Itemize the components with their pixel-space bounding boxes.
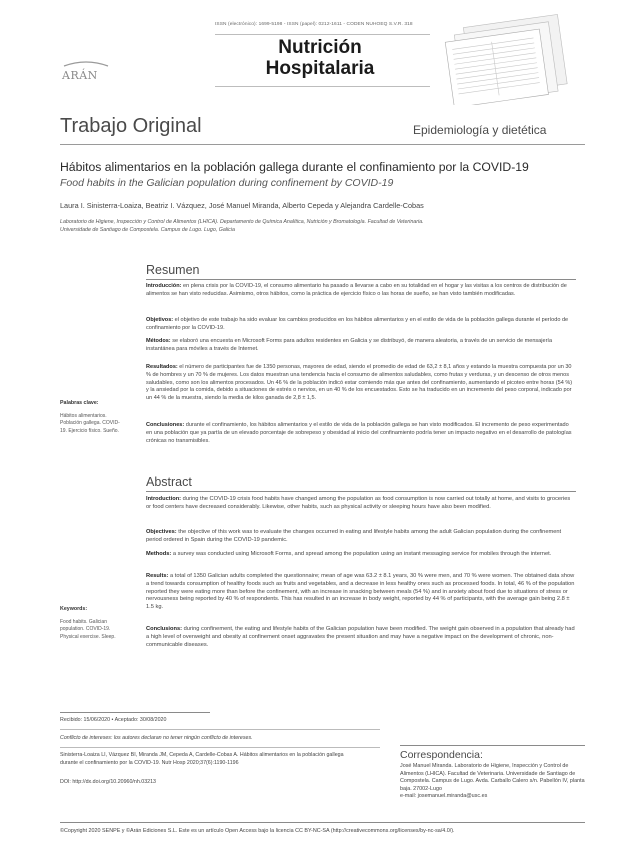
label: Methods:: [146, 551, 172, 557]
journal-title-line1: Nutrición: [278, 37, 362, 58]
label: Conclusions:: [146, 626, 183, 632]
text: en plena crisis por la COVID-19, el consumo alimentario ha pasado a llevarse a cabo en su totalidad en el hogar y las visitas a los centros de distribución de alimentos se han visto reducidas. Asimismo, otros hábitos, como la práctica de ejercicio físico o las horas de sueño, se han visto también modificadas.: [146, 283, 567, 297]
received-accepted-dates: Recibido: 15/06/2020 • Aceptado: 30/08/2020: [60, 717, 167, 723]
abstract-rule: [146, 491, 576, 492]
correspondence-heading: Correspondencia:: [400, 749, 483, 761]
resumen-conclusiones: [146, 422, 576, 445]
article-section: Epidemiología y dietética: [413, 123, 547, 137]
text: the objective of this work was to evaluate the changes occurred in eating and lifestyle habits among the adult Galician population during the confinement period ordered in Spain during the COVID-19 pandemic.: [146, 529, 562, 543]
resumen-objetivos: [146, 317, 576, 333]
article-type: Trabajo Original: [60, 115, 202, 137]
text: durante el confinamiento, los hábitos alimentarios y el estilo de vida de la población gallega se han visto modificados. El incremento de peso experimentado en una población que ya partía de un elevado porcentaje de sobrepeso y obesidad al inicio del confinamiento podría tener un impacto negativo en el desarrollo de patologías crónicas no transmisibles.: [146, 422, 572, 444]
abstract-methods: [146, 551, 576, 559]
journal-cover-stack-icon: [428, 10, 583, 105]
footer-rule-dates: [60, 712, 210, 713]
resumen-heading: Resumen: [146, 263, 200, 277]
affiliation-line1: Laboratorio de Higiene, Inspección y Control de Alimentos (LHICA). Departamento de Química Analítica, Nutrición y Bromatología. Facultad de Veterinaria.: [60, 219, 424, 225]
abstract-conclusions: [146, 626, 576, 649]
abstract-heading: Abstract: [146, 475, 192, 489]
label: Introduction:: [146, 496, 182, 502]
affiliation: [60, 218, 560, 234]
journal-title: [245, 37, 395, 79]
abstract-introduction: [146, 496, 576, 512]
title-spanish: Hábitos alimentarios en la población gallega durante el confinamiento por la COVID-19: [60, 160, 529, 174]
label: Conclusiones:: [146, 422, 185, 428]
correspondence-email: e-mail: josemanuel.miranda@usc.es: [400, 793, 488, 800]
palabras-clave-label: Palabras clave:: [60, 400, 99, 406]
resumen-rule: [146, 279, 576, 280]
label: Métodos:: [146, 338, 171, 344]
label: Objectives:: [146, 529, 177, 535]
affiliation-line2: Universidade de Santiago de Compostela. Campus de Lugo. Lugo, Galicia: [60, 227, 235, 233]
abstract-objectives: [146, 529, 576, 545]
correspondence-text: [400, 763, 585, 801]
footer-rule-citation: [60, 747, 380, 748]
label: Introducción:: [146, 283, 182, 289]
text: a survey was conducted using Microsoft Forms, and spread among the population using an instant messaging service for mobiles through the internet.: [171, 551, 552, 557]
resumen-introduccion: [146, 283, 576, 299]
issn-line: ISSN (electrónico): 1699-5198 - ISSN (papel): 0212-1611 - CODEN NUHOEQ S.V.R. 318: [215, 22, 413, 27]
label: Objetivos:: [146, 317, 174, 323]
title-english: Food habits in the Galician population during confinement by COVID-19: [60, 177, 394, 189]
text: a total of 1350 Galician adults completed the questionnaire; mean of age was 63.2 ± 8.1 years, 30 % were men, and 70 % were women. The obtained data show a trend towards consumption of healthy foods such as fruits and vegetables, and a decrease in less healthy ones such as processed foods. In total, 46 % of the population reported they were eating more than before the confinement, with an increase in snacking between meals (54 %) and in anxiety about food due to situations of stress or nervousness being reported by 40 % of respondents. This has resulted in an increase in body weight, reported by 44 % of participants, with the average gain being 2.8 ± 1.5 kg.: [146, 573, 575, 611]
citation: Sinisterra-Loaiza LI, Vázquez BI, Miranda JM, Cepeda A, Cardelle-Cobas A. Hábitos alimentarios en la población gallega durante el confinamiento por la COVID-19. Nutr Hosp 2020;37(6):1190-1196: [60, 752, 344, 766]
text: el objetivo de este trabajo ha sido evaluar los cambios producidos en los hábitos alimentarios y en el estilo de vida de la población gallega durante el período de confinamiento por la COVID-19.: [146, 317, 569, 331]
palabras-clave: Hábitos alimentarios. Población gallega. COVID-19. Ejercicio físico. Sueño.: [60, 413, 120, 434]
publisher-logo-text: ARÁN: [62, 69, 98, 82]
publisher-logo: [62, 60, 110, 84]
authors: Laura I. Sinisterra-Loaiza, Beatriz I. Vázquez, José Manuel Miranda, Alberto Cepeda y Alejandra Cardelle-Cobas: [60, 201, 424, 210]
text: during the COVID-19 crisis food habits have changed among the population as food consumption is now carried out totally at home, and visits to groceries or food centers have decreased considerably. Likewise, other habits, such as physical activity or sleeping hours have also been modified.: [146, 496, 571, 510]
label: Resultados:: [146, 364, 178, 370]
header-rule-bottom: [215, 86, 430, 87]
label: Results:: [146, 573, 169, 579]
title-rule: [60, 144, 585, 145]
text: el número de participantes fue de 1350 personas, mayores de edad, siendo el promedio de edad de 63,2 ± 8,1 años y estando la muestra compuesta por un 30 % de hombres y un 70 % de mujeres. Los datos muestran una tendencia hacia el consumo de alimentos saludables, como frutas y verduras, y un descenso de otros menos saludables, como son los alimentos procesados. Un 46 % de la población indicó estar comiendo más que antes del confinamiento, aumentando el picoteo entre horas (54 %) y la ansiedad por la comida, debido a situaciones de estrés o nervios, en un 40 % de los encuestados. Esto se ha traducido en un incremento del peso corporal, indicado por un 44 % de la muestra, siendo la media de kilos ganada de 2,8 ± 1,5.: [146, 364, 573, 402]
keywords-label: Keywords:: [60, 606, 88, 612]
correspondence-address: José Manuel Miranda. Laboratorio de Higiene, Inspección y Control de Alimentos (LHICA). Facultad de Veterinaria. Universidade de Santiago de Compostela. Campus de Lugo. Avda. Carballo Calero s/n. Pabellón IV, planta baja. 27002-Lugo: [400, 763, 585, 792]
journal-title-line2: Hospitalaria: [265, 58, 375, 79]
footer-rule-conflict: [60, 729, 380, 730]
copyright: ©Copyright 2020 SENPE y ©Arán Ediciones S.L. Este es un artículo Open Access bajo la licencia CC BY-NC-SA (http://creativecommons.org/licenses/by-nc-sa/4.0/).: [60, 828, 455, 834]
text: se elaboró una encuesta en Microsoft Forms para adultos residentes en Galicia y se distribuyó, de manera aleatoria, a través de un servicio de mensajería instantánea para móviles a través de Internet.: [146, 338, 553, 352]
text: during confinement, the eating and lifestyle habits of the Galician population have been modified. The weight gain observed in a population that already had a high level of overweight and obesity at confinement onset aggravates the present situation and may have a negative impact on the development of chronic, non-communicable diseases.: [146, 626, 575, 648]
abstract-results: [146, 573, 576, 612]
doi: DOI: http://dx.doi.org/10.20960/nh.03213: [60, 779, 157, 785]
keywords: Food habits. Galician population. COVID-19. Physical exercise. Sleep.: [60, 619, 116, 640]
footer-rule-copyright: [60, 822, 585, 823]
resumen-metodos: [146, 338, 576, 354]
footer-rule-correspondence: [400, 745, 585, 746]
resumen-resultados: [146, 364, 576, 403]
header-rule-top: [215, 34, 430, 35]
conflict-of-interest: Conflicto de intereses: los autores declaran no tener ningún conflicto de intereses.: [60, 735, 253, 741]
